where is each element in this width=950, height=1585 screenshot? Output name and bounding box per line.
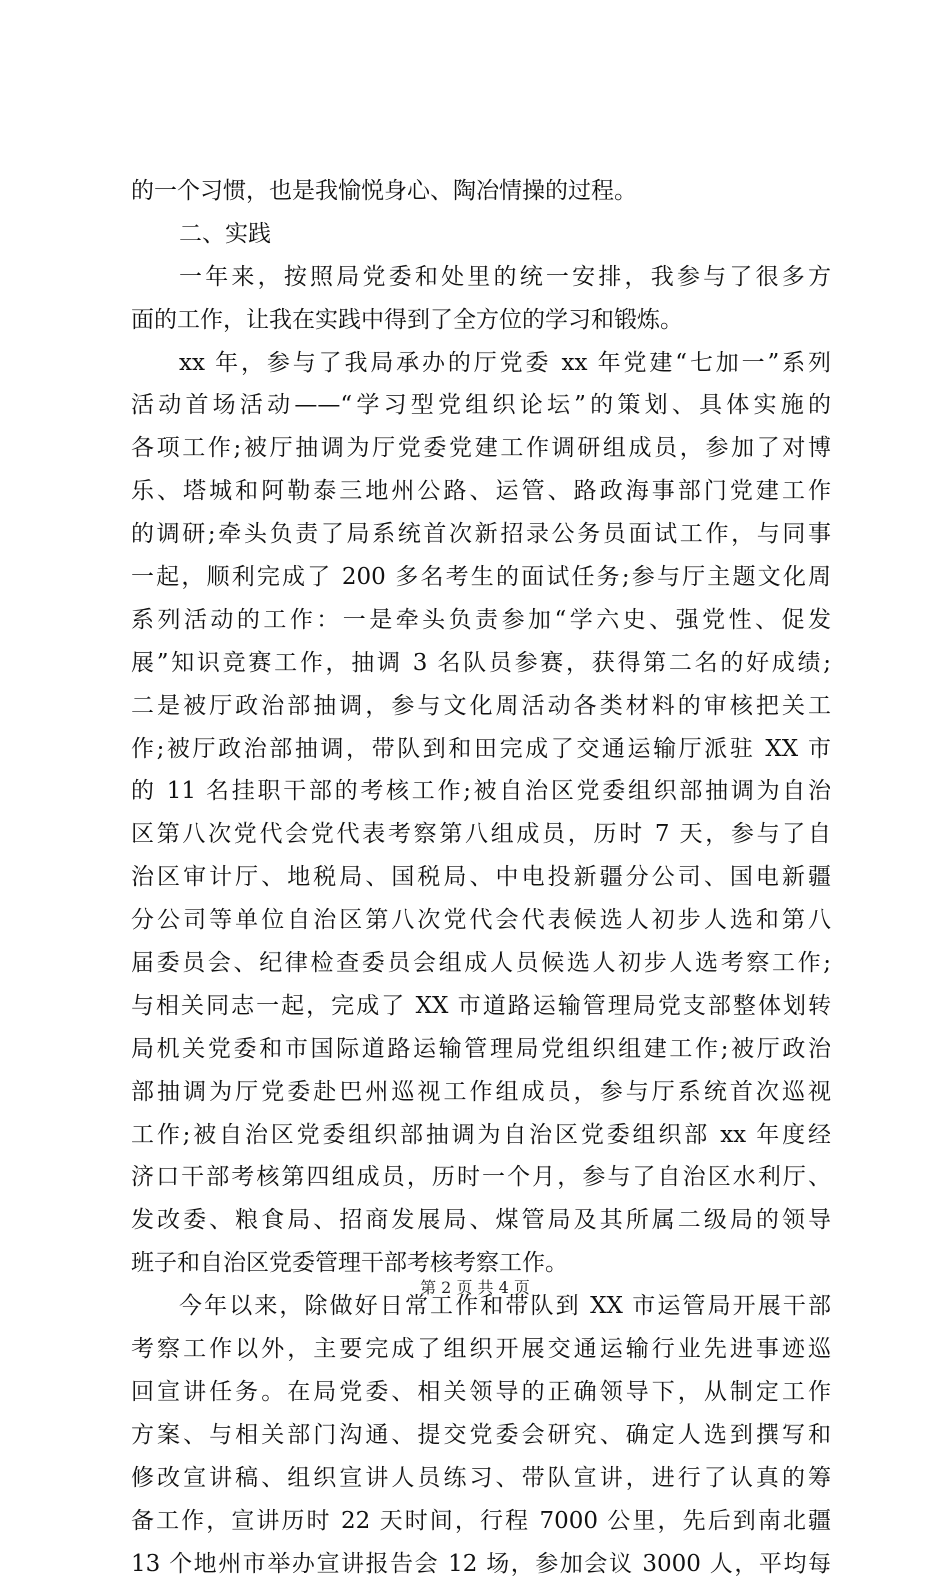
text-line: 一起，顺利完成了 200 多名考生的面试任务;参与厅主题文化周: [131, 556, 831, 599]
text-line: 今年以来，除做好日常工作和带队到 XX 市运管局开展干部: [131, 1285, 831, 1328]
text-line: 方案、与相关部门沟通、提交党委会研究、确定人选到撰写和: [131, 1414, 831, 1457]
text-line: 各项工作;被厅抽调为厅党委党建工作调研组成员，参加了对博: [131, 427, 831, 470]
page-number-footer: 第 2 页 共 4 页: [0, 1278, 950, 1298]
text-line: 一年来，按照局党委和处里的统一安排，我参与了很多方: [131, 256, 831, 299]
text-line: 的一个习惯，也是我愉悦身心、陶冶情操的过程。: [131, 170, 831, 213]
text-line: 分公司等单位自治区第八次党代会代表候选人初步人选和第八: [131, 899, 831, 942]
text-line: 班子和自治区党委管理干部考核考察工作。: [131, 1242, 831, 1285]
text-line: 的 11 名挂职干部的考核工作;被自治区党委组织部抽调为自治: [131, 770, 831, 813]
text-line: 的调研;牵头负责了局系统首次新招录公务员面试工作，与同事: [131, 513, 831, 556]
text-line: 部抽调为厅党委赴巴州巡视工作组成员，参与厅系统首次巡视: [131, 1071, 831, 1114]
text-line: 乐、塔城和阿勒泰三地州公路、运管、路政海事部门党建工作: [131, 470, 831, 513]
text-line: 考察工作以外，主要完成了组织开展交通运输行业先进事迹巡: [131, 1328, 831, 1371]
text-line: 系列活动的工作：一是牵头负责参加“学六史、强党性、促发: [131, 599, 831, 642]
section-heading: 二、实践: [131, 213, 831, 256]
text-line: 作;被厅政治部抽调，带队到和田完成了交通运输厅派驻 XX 市: [131, 728, 831, 771]
text-line: 活动首场活动——“学习型党组织论坛”的策划、具体实施的: [131, 384, 831, 427]
body-text: [131, 170, 831, 1585]
text-line: 局机关党委和市国际道路运输管理局党组织组建工作;被厅政治: [131, 1028, 831, 1071]
text-line: 济口干部考核第四组成员，历时一个月，参与了自治区水利厅、: [131, 1156, 831, 1199]
text-line: 区第八次党代会党代表考察第八组成员，历时 7 天，参与了自: [131, 813, 831, 856]
text-line: 治区审计厅、地税局、国税局、中电投新疆分公司、国电新疆: [131, 856, 831, 899]
text-line: 二是被厅政治部抽调，参与文化周活动各类材料的审核把关工: [131, 685, 831, 728]
text-line: 届委员会、纪律检查委员会组成人员候选人初步人选考察工作;: [131, 942, 831, 985]
text-line: 展”知识竞赛工作，抽调 3 名队员参赛，获得第二名的好成绩;: [131, 642, 831, 685]
text-line: 面的工作，让我在实践中得到了全方位的学习和锻炼。: [131, 299, 831, 342]
text-line: xx 年，参与了我局承办的厅党委 xx 年党建“七加一”系列: [131, 342, 831, 385]
text-line: 发改委、粮食局、招商发展局、煤管局及其所属二级局的领导: [131, 1199, 831, 1242]
text-line: 与相关同志一起，完成了 XX 市道路运输管理局党支部整体划转: [131, 985, 831, 1028]
text-line: 回宣讲任务。在局党委、相关领导的正确领导下，从制定工作: [131, 1371, 831, 1414]
text-line: 修改宣讲稿、组织宣讲人员练习、带队宣讲，进行了认真的筹: [131, 1457, 831, 1500]
text-line: 工作;被自治区党委组织部抽调为自治区党委组织部 xx 年度经: [131, 1114, 831, 1157]
text-line: 备工作，宣讲历时 22 天时间，行程 7000 公里，先后到南北疆: [131, 1500, 831, 1543]
text-line: 13 个地州市举办宣讲报告会 12 场，参加会议 3000 人，平均每: [131, 1543, 831, 1585]
